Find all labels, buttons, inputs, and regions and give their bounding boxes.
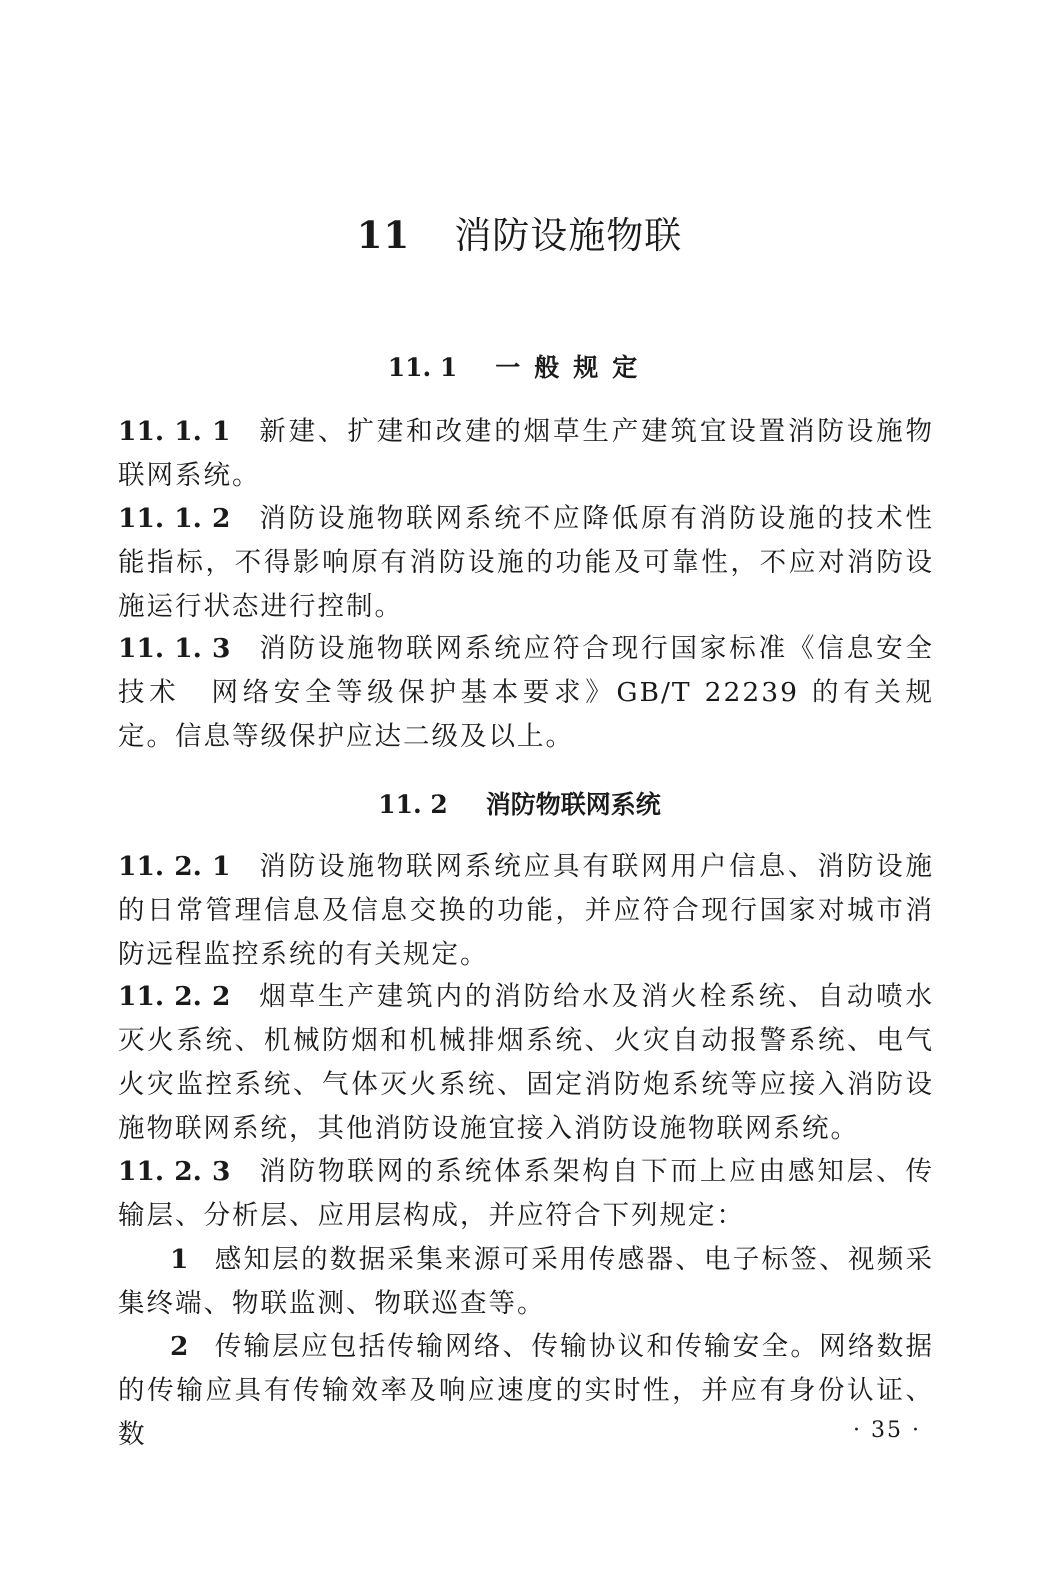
clause-11-1-2 — [118, 497, 934, 629]
chapter-title — [0, 205, 1039, 259]
clause-11-1-1 — [118, 410, 934, 498]
clause-11-2-3 — [118, 1150, 934, 1238]
clause-number: 11. 2. 1 — [118, 851, 231, 882]
section-title-text: 一般规定 — [495, 353, 652, 382]
clause-number: 11. 2. 2 — [118, 981, 231, 1012]
section-title-text: 消防物联网系统 — [485, 790, 661, 819]
clause-text: 消防设施物联网系统应具有联网用户信息、消防设施的日常管理信息及信息交换的功能，并应符合现行国家对城市消防远程监控系统的有关规定。 — [118, 851, 934, 970]
clause-11-2-2 — [118, 975, 934, 1151]
clause-number: 11. 1. 3 — [118, 633, 231, 664]
clause-item-2 — [118, 1325, 934, 1457]
clause-11-2-1 — [118, 845, 934, 977]
item-text: 感知层的数据采集来源可采用传感器、电子标签、视频采集终端、物联监测、物联巡查等。 — [118, 1244, 934, 1319]
section-title-11-1 — [0, 348, 1039, 384]
clause-number: 11. 1. 1 — [118, 416, 231, 447]
clause-text: 消防设施物联网系统应符合现行国家标准《信息安全技术 网络安全等级保护基本要求》GB/T 22239 的有关规定。信息等级保护应达二级及以上。 — [118, 633, 934, 752]
clause-text: 新建、扩建和改建的烟草生产建筑宜设置消防设施物联网系统。 — [118, 416, 934, 491]
clause-text: 消防设施物联网系统不应降低原有消防设施的技术性能指标，不得影响原有消防设施的功能及可靠性，不应对消防设施运行状态进行控制。 — [118, 503, 934, 622]
clause-11-1-3 — [118, 627, 934, 759]
section-number: 11. 2 — [378, 790, 448, 819]
item-text: 传输层应包括传输网络、传输协议和传输安全。网络数据的传输应具有传输效率及响应速度的实时性，并应有身份认证、数 — [118, 1331, 934, 1450]
section-title-11-2 — [0, 785, 1039, 821]
clause-text: 消防物联网的系统体系架构自下而上应由感知层、传输层、分析层、应用层构成，并应符合下列规定： — [118, 1156, 934, 1231]
clause-item-1 — [118, 1238, 934, 1326]
chapter-title-text: 消防设施物联 — [454, 214, 683, 257]
chapter-number: 11 — [356, 213, 411, 257]
item-number: 1 — [170, 1244, 191, 1275]
clause-number: 11. 1. 2 — [118, 503, 231, 534]
clause-text: 烟草生产建筑内的消防给水及消火栓系统、自动喷水灭火系统、机械防烟和机械排烟系统、火灾自动报警系统、电气火灾监控系统、气体灭火系统、固定消防炮系统等应接入消防设施物联网系统，其他消防设施宜接入消防设施物联网系统。 — [118, 981, 934, 1144]
section-number: 11. 1 — [387, 353, 458, 382]
page-number: · 35 · — [853, 1418, 921, 1443]
item-number: 2 — [170, 1331, 191, 1362]
clause-number: 11. 2. 3 — [118, 1156, 231, 1187]
